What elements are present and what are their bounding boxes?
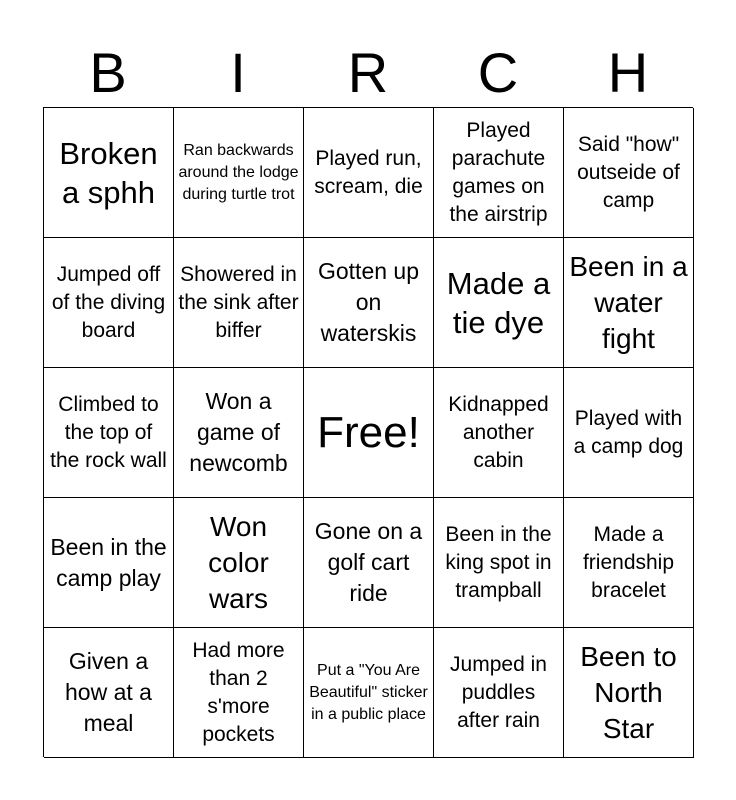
header-letter-h: H <box>607 41 649 104</box>
cell-text: Jumped in puddles after rain <box>450 652 547 732</box>
bingo-cell[interactable] <box>564 498 694 628</box>
cell-text: Been in the king spot in trampball <box>445 522 552 602</box>
bingo-cell[interactable] <box>44 108 174 238</box>
bingo-cell[interactable] <box>434 238 564 368</box>
bingo-cell[interactable] <box>174 368 304 498</box>
cell-text: Given a how at a meal <box>65 648 152 736</box>
cell-text: Had more than 2 s'more pockets <box>192 638 285 746</box>
bingo-cell[interactable] <box>564 238 694 368</box>
free-space-text: Free! <box>317 407 420 457</box>
cell-text: Played parachute games on the airstrip <box>449 118 548 226</box>
bingo-cell[interactable] <box>174 108 304 238</box>
bingo-cell[interactable] <box>44 628 174 758</box>
cell-text: Been to North Star <box>580 640 677 744</box>
bingo-grid <box>43 107 693 757</box>
cell-text: Showered in the sink after biffer <box>178 262 299 342</box>
cell-text: Climbed to the top of the rock wall <box>50 392 167 472</box>
bingo-cell[interactable] <box>564 368 694 498</box>
bingo-cell[interactable] <box>304 628 434 758</box>
bingo-cell[interactable] <box>564 628 694 758</box>
cell-text: Jumped off of the diving board <box>51 262 166 342</box>
bingo-cell[interactable] <box>434 628 564 758</box>
cell-text: Said "how" outseide of camp <box>577 132 680 212</box>
bingo-cell[interactable] <box>304 108 434 238</box>
cell-text: Played with a camp dog <box>573 406 684 458</box>
bingo-header <box>43 40 693 106</box>
bingo-cell[interactable] <box>44 368 174 498</box>
bingo-cell[interactable] <box>174 628 304 758</box>
bingo-cell[interactable] <box>434 498 564 628</box>
bingo-cell[interactable] <box>174 498 304 628</box>
bingo-cell[interactable] <box>434 108 564 238</box>
cell-text: Played run, scream, die <box>314 146 423 198</box>
cell-text: Gone on a golf cart ride <box>314 518 423 606</box>
cell-text: Put a "You Are Beautiful" sticker in a public place <box>309 661 428 723</box>
cell-text: Ran backwards around the lodge during turtle trot <box>178 141 299 203</box>
cell-text: Won a game of newcomb <box>189 388 288 476</box>
cell-text: Kidnapped another cabin <box>448 392 549 472</box>
cell-text: Been in a water fight <box>569 250 688 354</box>
header-letter-b: B <box>89 41 127 104</box>
free-space-cell[interactable] <box>304 368 434 498</box>
bingo-cell[interactable] <box>44 498 174 628</box>
bingo-cell[interactable] <box>44 238 174 368</box>
cell-text: Won color wars <box>208 510 269 614</box>
bingo-cell[interactable] <box>304 498 434 628</box>
header-letter-r: R <box>347 41 389 104</box>
bingo-cell[interactable] <box>304 238 434 368</box>
cell-text: Made a friendship bracelet <box>582 522 675 602</box>
bingo-cell[interactable] <box>564 108 694 238</box>
cell-text: Made a tie dye <box>446 265 551 340</box>
cell-text: Broken a sphh <box>59 135 158 210</box>
cell-text: Gotten up on waterskis <box>317 258 420 346</box>
bingo-cell[interactable] <box>174 238 304 368</box>
header-letter-c: C <box>477 41 519 104</box>
cell-text: Been in the camp play <box>50 533 167 591</box>
bingo-cell[interactable] <box>434 368 564 498</box>
header-letter-i: I <box>230 41 246 104</box>
